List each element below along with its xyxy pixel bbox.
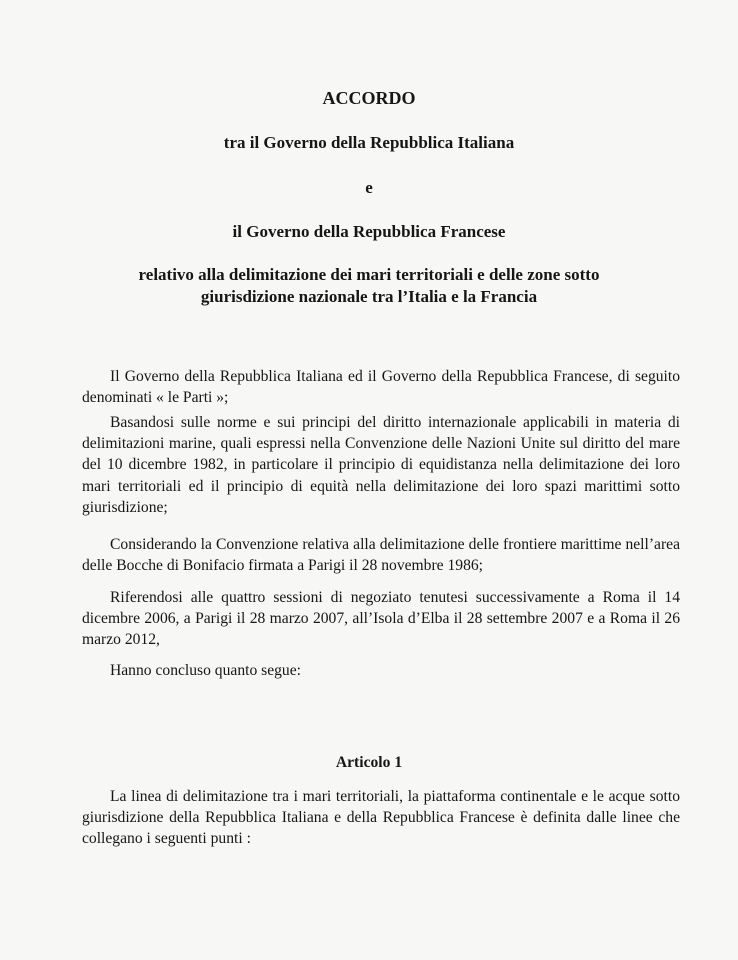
- preamble-intro: Il Governo della Repubblica Italiana ed il Governo della Repubblica Francese, di seguito denominati « le Parti »;: [82, 368, 680, 407]
- conjunction: e: [365, 178, 373, 197]
- party-italy-line: tra il Governo della Repubblica Italiana: [223, 133, 515, 152]
- party-france-line: il Governo della Repubblica Francese: [232, 222, 506, 241]
- preamble-considerando: Considerando la Convenzione relativa alla delimitazione delle frontiere marittime nell’area delle Bocche di Bonifacio firmata a Parigi il 28 novembre 1986;: [82, 536, 680, 575]
- preamble-conclusion: Hanno concluso quanto segue:: [110, 662, 301, 679]
- preamble-riferendosi: Riferendosi alle quattro sessioni di negoziato tenutesi successivamente a Roma il 14 dicembre 2006, a Parigi il 28 marzo 2007, all’Isola d’Elba il 28 settembre 2007 e a Roma il 26 marzo 2012,: [82, 589, 680, 649]
- subject-line-2: giurisdizione nazionale tra l’Italia e la Francia: [200, 287, 538, 306]
- article-1-body: La linea di delimitazione tra i mari territoriali, la piattaforma continentale e le acque sotto giurisdizione della Repubblica Italiana e della Repubblica Francese è definita dalle linee che collegano i seguenti punti :: [82, 788, 680, 848]
- article-1-heading: Articolo 1: [335, 754, 403, 771]
- preamble-basandosi: Basandosi sulle norme e sui principi del diritto internazionale applicabili in materia di delimitazioni marine, quali espressi nella Convenzione delle Nazioni Unite sul diritto del mare del 10 dicembre 1982, in particolare il principio di equidistanza nella delimitazione dei loro mari territoriali ed il principio di equità nella delimitazione dei loro spazi marittimi sotto giurisdizione;: [82, 414, 680, 516]
- subject-line-1: relativo alla delimitazione dei mari territoriali e delle zone sotto: [138, 265, 600, 284]
- document-title: ACCORDO: [322, 88, 416, 108]
